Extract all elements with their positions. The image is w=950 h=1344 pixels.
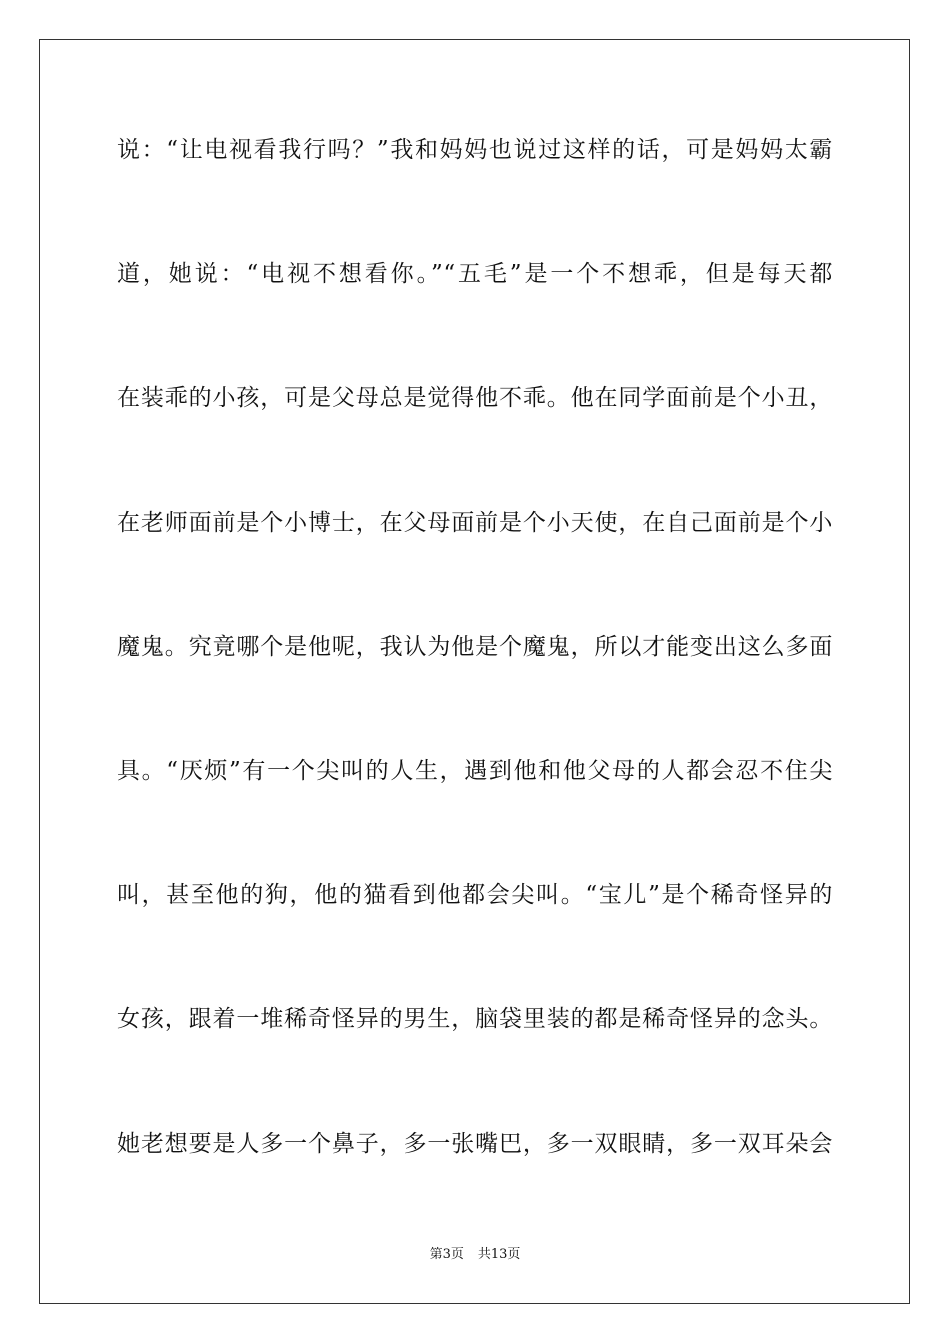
page-footer	[0, 1245, 950, 1265]
text-line-2: 道，她说：“电视不想看你。”“五毛”是一个不想乖，但是每天都	[117, 261, 833, 288]
current-page-number: 第3页	[429, 1247, 464, 1262]
text-line-4: 在老师面前是个小博士，在父母面前是个小天使，在自己面前是个小	[117, 509, 833, 536]
text-line-7: 叫，甚至他的狗，他的猫看到他都会尖叫。“宝儿”是个稀奇怪异的	[117, 882, 833, 909]
text-line-9: 她老想要是人多一个鼻子，多一张嘴巴，多一双眼睛，多一双耳朵会	[117, 1130, 833, 1157]
text-line-3: 在装乖的小孩，可是父母总是觉得他不乖。他在同学面前是个小丑，	[117, 385, 833, 412]
body-text	[117, 128, 833, 1246]
total-page-count: 共13页	[477, 1247, 521, 1262]
text-line-8: 女孩，跟着一堆稀奇怪异的男生，脑袋里装的都是稀奇怪异的念头。	[117, 1006, 833, 1033]
text-line-6: 具。“厌烦”有一个尖叫的人生，遇到他和他父母的人都会忍不住尖	[117, 757, 833, 784]
text-line-5: 魔鬼。究竟哪个是他呢，我认为他是个魔鬼，所以才能变出这么多面	[117, 633, 833, 660]
text-line-1: 说：“让电视看我行吗？”我和妈妈也说过这样的话，可是妈妈太霸	[117, 137, 833, 163]
